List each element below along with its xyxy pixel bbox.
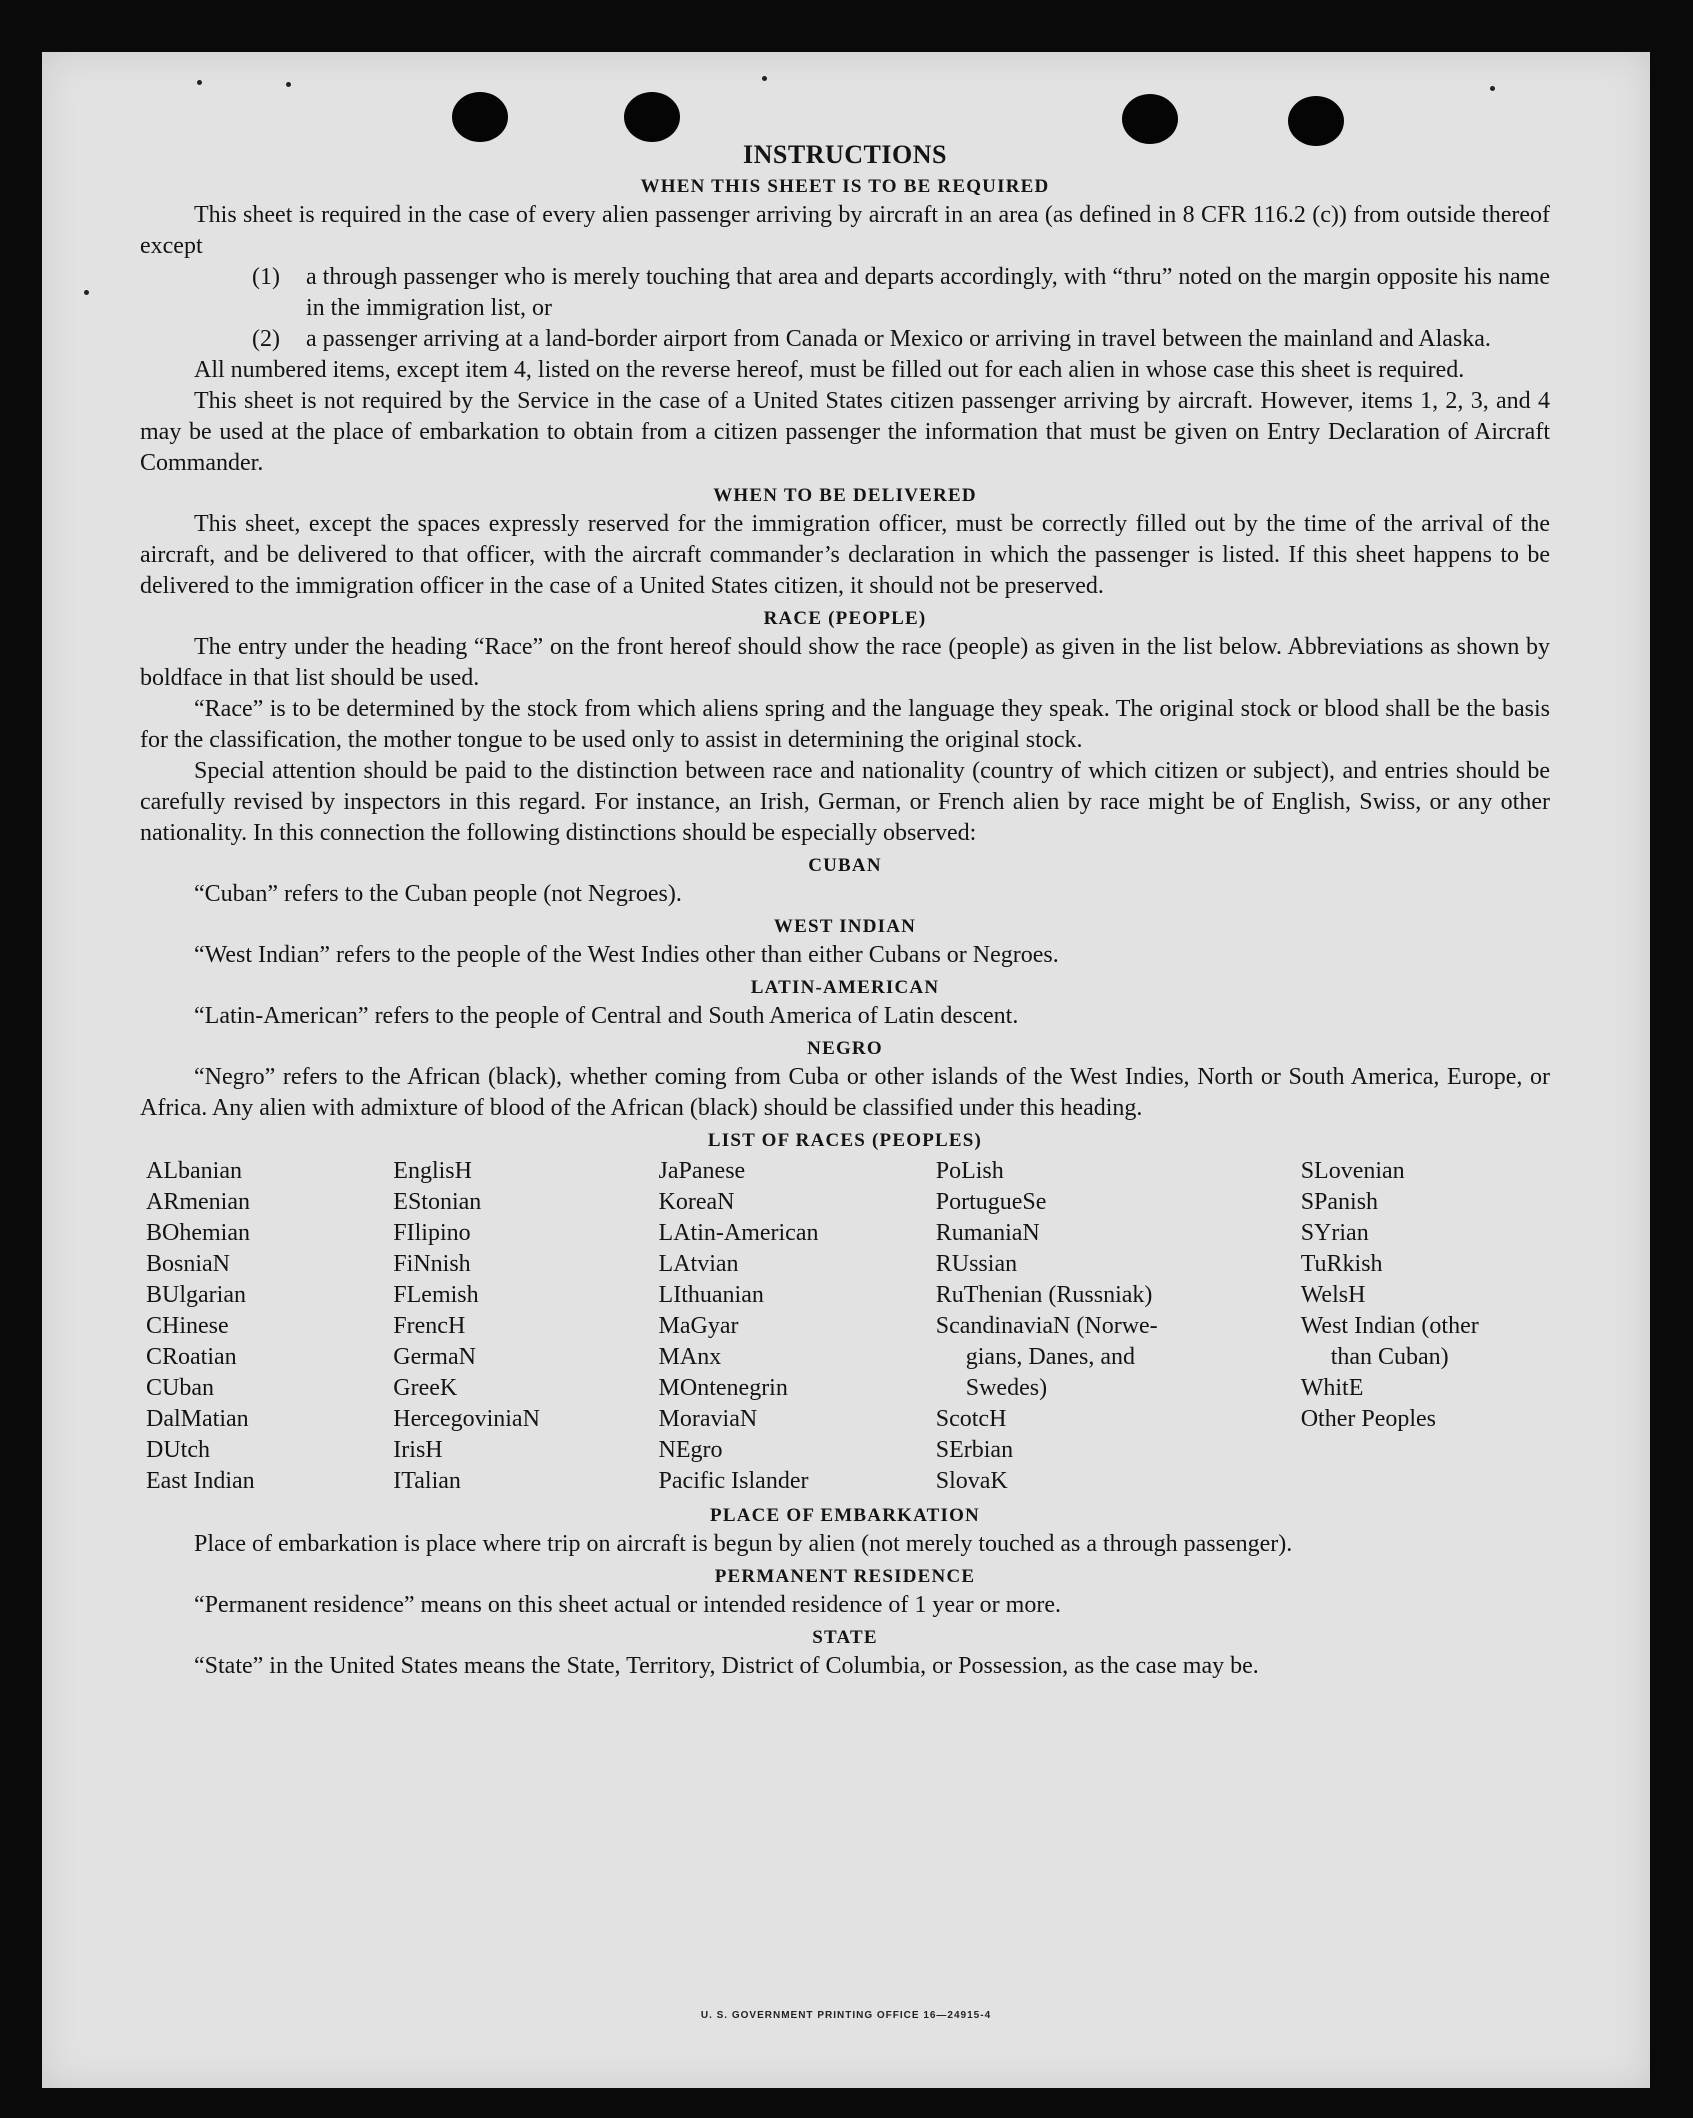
race-entry-continuation: than Cuban) bbox=[1330, 1344, 1449, 1370]
race-entry: MAnx bbox=[658, 1344, 722, 1370]
race-entry: DUtch bbox=[146, 1437, 210, 1463]
heading-list-of-races: LIST OF RACES (PEOPLES) bbox=[707, 1130, 983, 1151]
document-sheet bbox=[42, 52, 1650, 2088]
paragraph: This sheet, except the spaces expressly reserved for the immigration officer, must be correctly filled out by the time of the arrival of the aircraft, and be delivered to that officer, with the aircraft commander’s declaration in which the passenger is listed. If this sheet happens to be delivered to the immigration officer in the case of a United States citizen, it should not be preserved. bbox=[140, 511, 1550, 599]
race-entry: MaGyar bbox=[658, 1313, 739, 1339]
exception-number: (2) bbox=[252, 326, 280, 352]
race-entry: WhitE bbox=[1300, 1375, 1364, 1401]
race-entry: NEgro bbox=[658, 1437, 723, 1463]
paragraph: The entry under the heading “Race” on the front hereof should show the race (people) as given in the list below. Abbreviations as shown by boldface in that list should be used. bbox=[140, 634, 1550, 691]
race-entry: RumaniaN bbox=[935, 1220, 1040, 1246]
race-entry: GreeK bbox=[393, 1375, 458, 1401]
paragraph: This sheet is required in the case of every alien passenger arriving by aircraft in an area (as defined in 8 CFR 116.2 (c)) from outside thereof except bbox=[140, 202, 1550, 259]
race-entry: PoLish bbox=[935, 1158, 1004, 1184]
punch-hole bbox=[452, 92, 508, 142]
race-entry: EnglisH bbox=[393, 1158, 472, 1184]
race-entry: Pacific Islander bbox=[658, 1468, 809, 1494]
race-entry: LAtin-American bbox=[658, 1220, 819, 1246]
race-entry: IrisH bbox=[393, 1437, 443, 1463]
race-entry: TuRkish bbox=[1300, 1251, 1383, 1277]
race-entry: RUssian bbox=[935, 1251, 1018, 1277]
heading-when-delivered: WHEN TO BE DELIVERED bbox=[713, 485, 977, 506]
race-entry: HercegoviniaN bbox=[393, 1406, 540, 1432]
paragraph: “Cuban” refers to the Cuban people (not Negroes). bbox=[194, 881, 682, 907]
exception-item bbox=[140, 262, 1550, 324]
punch-hole bbox=[1122, 94, 1178, 144]
heading-state: STATE bbox=[812, 1627, 878, 1648]
paragraph: All numbered items, except item 4, listed on the reverse hereof, must be filled out for each alien in whose case this sheet is required. bbox=[194, 357, 1465, 383]
race-entry: KoreaN bbox=[658, 1189, 735, 1215]
race-entry: PortugueSe bbox=[935, 1189, 1047, 1215]
race-entry: MOntenegrin bbox=[658, 1375, 788, 1401]
race-column bbox=[393, 1156, 658, 1497]
paragraph: “Race” is to be determined by the stock from which aliens spring and the language they speak. The original stock or blood shall be the basis for the classification, the mother tongue to be used only to assist in determining the original stock. bbox=[140, 696, 1550, 753]
race-entry: JaPanese bbox=[658, 1158, 746, 1184]
heading-when-required: WHEN THIS SHEET IS TO BE REQUIRED bbox=[640, 176, 1050, 197]
heading-negro: NEGRO bbox=[807, 1038, 883, 1059]
race-entry: BOhemian bbox=[146, 1220, 250, 1246]
paragraph: “Negro” refers to the African (black), whether coming from Cuba or other islands of the West Indies, North or South America, Europe, or Africa. Any alien with admixture of blood of the African (black) should be classified under this heading. bbox=[140, 1064, 1550, 1121]
heading-embarkation: PLACE OF EMBARKATION bbox=[710, 1505, 980, 1526]
paragraph: “West Indian” refers to the people of the West Indies other than either Cubans or Negroes. bbox=[194, 942, 1059, 968]
race-entry: SYrian bbox=[1300, 1220, 1369, 1246]
exception-number: (1) bbox=[252, 264, 280, 290]
speck bbox=[84, 290, 89, 295]
exception-text: a through passenger who is merely touching that area and departs accordingly, with “thru” noted on the margin opposite his name in the immigration list, or bbox=[306, 264, 1550, 321]
printer-imprint: U. S. GOVERNMENT PRINTING OFFICE 16—24915-4 bbox=[700, 2010, 992, 2021]
race-entry-continuation: Swedes) bbox=[965, 1375, 1048, 1401]
speck bbox=[286, 82, 291, 87]
heading-residence: PERMANENT RESIDENCE bbox=[714, 1566, 976, 1587]
exception-text: a passenger arriving at a land-border airport from Canada or Mexico or arriving in travel between the mainland and Alaska. bbox=[306, 326, 1491, 352]
race-entry: ScandinaviaN (Norwe- bbox=[935, 1313, 1158, 1339]
race-entry: ITalian bbox=[393, 1468, 461, 1494]
paragraph: This sheet is not required by the Service in the case of a United States citizen passenger arriving by aircraft. However, items 1, 2, 3, and 4 may be used at the place of embarkation to obtain from a citizen passenger the information that must be given on Entry Declaration of Aircraft Commander. bbox=[140, 388, 1550, 476]
heading-cuban: CUBAN bbox=[808, 855, 882, 876]
race-entry: East Indian bbox=[146, 1468, 255, 1494]
race-entry: ALbanian bbox=[146, 1158, 242, 1184]
race-entry: EStonian bbox=[393, 1189, 482, 1215]
paragraph: Place of embarkation is place where trip on aircraft is begun by alien (not merely touched as a through passenger). bbox=[194, 1531, 1293, 1557]
race-entry: FLemish bbox=[393, 1282, 479, 1308]
race-entry: LAtvian bbox=[658, 1251, 739, 1277]
paragraph: “Latin-American” refers to the people of Central and South America of Latin descent. bbox=[194, 1003, 1019, 1029]
race-entry: BosniaN bbox=[146, 1251, 230, 1277]
punch-hole bbox=[624, 92, 680, 142]
race-entry: CHinese bbox=[146, 1313, 229, 1339]
race-entry: Other Peoples bbox=[1300, 1406, 1437, 1432]
race-column bbox=[659, 1156, 936, 1497]
heading-west-indian: WEST INDIAN bbox=[773, 916, 917, 937]
heading-race: RACE (PEOPLE) bbox=[763, 608, 927, 629]
race-column bbox=[146, 1156, 393, 1497]
paragraph: “State” in the United States means the State, Territory, District of Columbia, or Possession, as the case may be. bbox=[194, 1653, 1259, 1679]
race-entry: FIlipino bbox=[393, 1220, 471, 1246]
race-column bbox=[936, 1156, 1301, 1497]
race-entry: RuThenian (Russniak) bbox=[935, 1282, 1153, 1308]
race-entry: GermaN bbox=[393, 1344, 476, 1370]
race-entry: LIthuanian bbox=[658, 1282, 764, 1308]
punch-hole bbox=[1288, 96, 1344, 146]
race-entry: SErbian bbox=[935, 1437, 1014, 1463]
race-entry: ARmenian bbox=[146, 1189, 250, 1215]
heading-latin-american: LATIN-AMERICAN bbox=[750, 977, 940, 998]
paragraph: “Permanent residence” means on this sheet actual or intended residence of 1 year or more. bbox=[194, 1592, 1061, 1618]
race-entry: FiNnish bbox=[393, 1251, 471, 1277]
speck bbox=[762, 76, 767, 81]
speck bbox=[197, 80, 202, 85]
race-entry: DalMatian bbox=[146, 1406, 249, 1432]
instructions-content bbox=[140, 140, 1550, 1682]
paragraph: Special attention should be paid to the distinction between race and nationality (country of which citizen or subject), and entries should be carefully revised by inspectors in this regard. For instance, an Irish, German, or French alien by race might be of English, Swiss, or any other nationality. In this connection the following distinctions should be especially observed: bbox=[140, 758, 1550, 846]
race-entry: MoraviaN bbox=[658, 1406, 758, 1432]
race-entry: SPanish bbox=[1300, 1189, 1379, 1215]
race-entry-continuation: gians, Danes, and bbox=[965, 1344, 1136, 1370]
exception-item bbox=[140, 324, 1550, 355]
race-entry: SLovenian bbox=[1300, 1158, 1405, 1184]
race-entry: West Indian (other bbox=[1300, 1313, 1479, 1339]
page-title: INSTRUCTIONS bbox=[743, 140, 947, 169]
race-entry: FrencH bbox=[393, 1313, 466, 1339]
race-entry: CUban bbox=[146, 1375, 214, 1401]
speck bbox=[1490, 86, 1495, 91]
race-list bbox=[146, 1156, 1550, 1497]
race-entry: ScotcH bbox=[935, 1406, 1007, 1432]
race-entry: WelsH bbox=[1300, 1282, 1366, 1308]
race-entry: BUlgarian bbox=[146, 1282, 246, 1308]
race-entry: CRoatian bbox=[146, 1344, 237, 1370]
race-column bbox=[1301, 1156, 1550, 1497]
race-entry: SlovaK bbox=[935, 1468, 1008, 1494]
